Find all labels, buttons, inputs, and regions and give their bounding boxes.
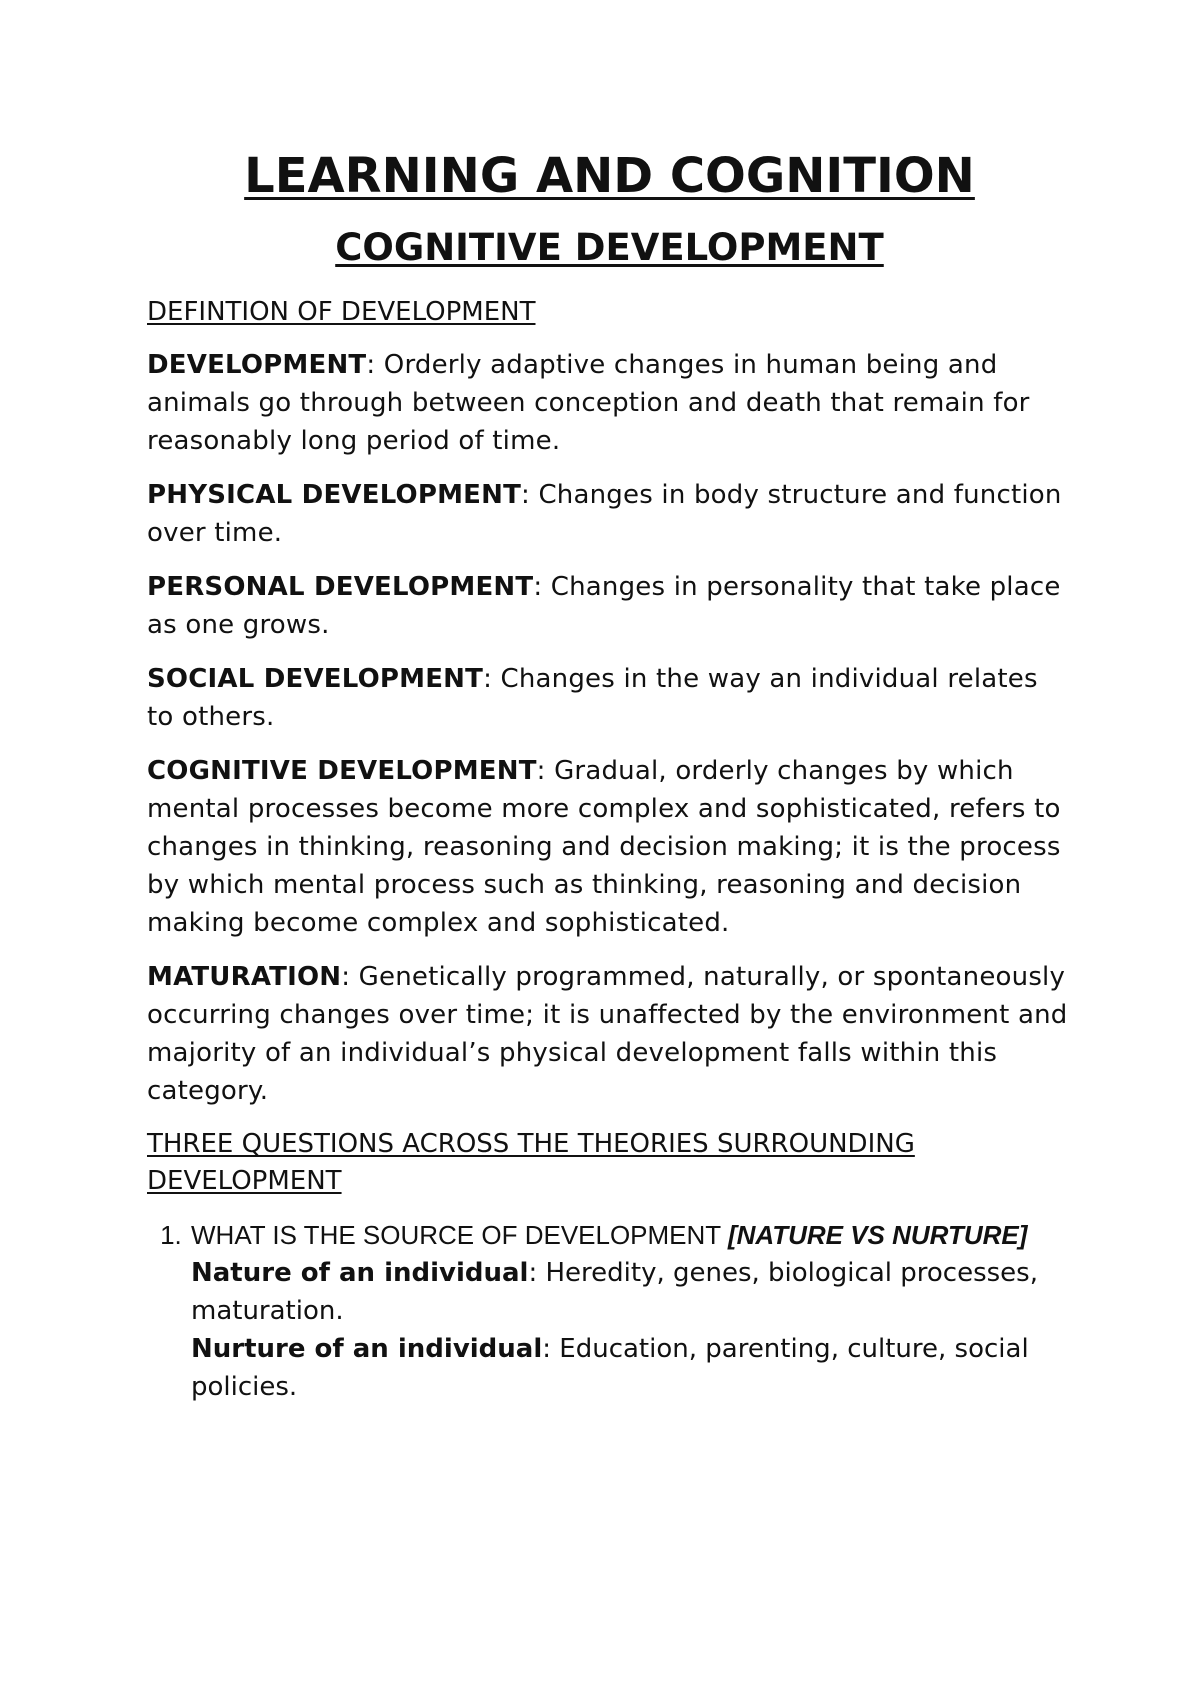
definition-personal-development <box>147 568 1072 644</box>
definition-text: : Changes in personality that take place as one grows. <box>147 572 1061 640</box>
definition-text: : Changes in body structure and function over time. <box>147 480 1062 548</box>
question-detail-nature <box>191 1254 1072 1330</box>
definition-text: : Changes in the way an individual relates to others. <box>147 664 1038 732</box>
detail-text: : Heredity, genes, biological processes, maturation. <box>191 1258 1038 1326</box>
document-page <box>147 148 1072 1406</box>
question-detail-nurture <box>191 1330 1072 1406</box>
question-text: WHAT IS THE SOURCE OF DEVELOPMENT <box>191 1220 728 1250</box>
detail-term: Nurture of an individual <box>191 1334 543 1364</box>
definition-cognitive-development <box>147 752 1072 942</box>
definition-maturation <box>147 958 1072 1110</box>
definition-text: : Gradual, orderly changes by which mental processes become more complex and sophisticated, refers to changes in thinking, reasoning and decision making; it is the process by which mental process such as thinking, reasoning and decision making become complex and sophisticated. <box>147 756 1061 938</box>
definition-term: MATURATION <box>147 962 342 992</box>
definition-term: PERSONAL DEVELOPMENT <box>147 572 534 602</box>
list-item <box>189 1216 1072 1406</box>
definition-term: DEVELOPMENT <box>147 350 367 380</box>
questions-list <box>147 1216 1072 1406</box>
definition-term: SOCIAL DEVELOPMENT <box>147 664 484 694</box>
document-subtitle: COGNITIVE DEVELOPMENT <box>335 226 884 269</box>
definition-text: : Genetically programmed, naturally, or spontaneously occurring changes over time; it is unaffected by the environment and majority of an individual’s physical development falls within this category. <box>147 962 1068 1106</box>
detail-text: : Education, parenting, culture, social policies. <box>191 1334 1029 1402</box>
section-heading-three-questions: THREE QUESTIONS ACROSS THE THEORIES SURROUNDING DEVELOPMENT <box>147 1129 915 1196</box>
definition-development <box>147 346 1072 460</box>
definition-social-development <box>147 660 1072 736</box>
definition-term: PHYSICAL DEVELOPMENT <box>147 480 522 510</box>
section-heading-definition: DEFINTION OF DEVELOPMENT <box>147 297 536 327</box>
document-title: LEARNING AND COGNITION <box>244 148 975 204</box>
definition-physical-development <box>147 476 1072 552</box>
definition-term: COGNITIVE DEVELOPMENT <box>147 756 537 786</box>
definition-text: : Orderly adaptive changes in human being and animals go through between conception and death that remain for reasonably long period of time. <box>147 350 1030 456</box>
detail-term: Nature of an individual <box>191 1258 529 1288</box>
question-emphasis: [NATURE VS NURTURE] <box>727 1220 1028 1250</box>
